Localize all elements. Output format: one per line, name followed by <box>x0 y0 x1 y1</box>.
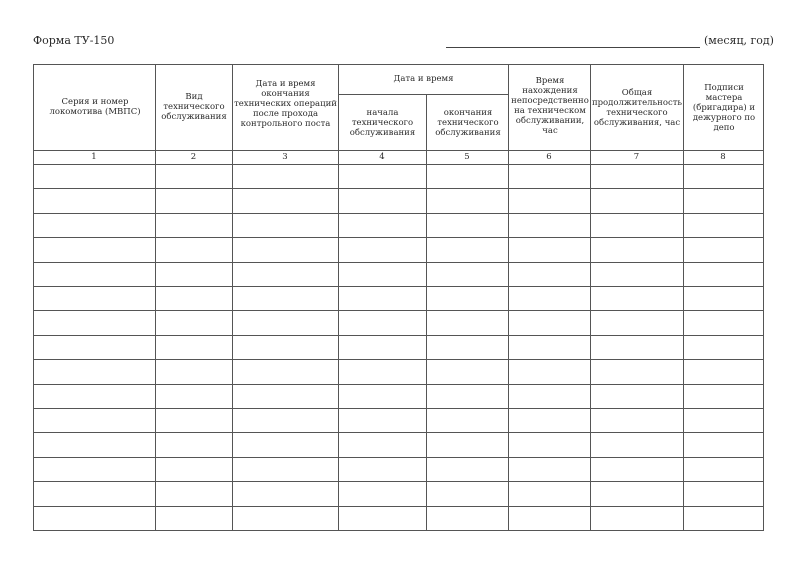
table-row[interactable] <box>33 408 764 432</box>
row-divider <box>33 408 764 409</box>
row-divider <box>33 530 764 531</box>
table-row[interactable] <box>33 432 764 456</box>
table-row[interactable] <box>33 164 764 188</box>
row-divider <box>33 188 764 189</box>
table-row[interactable] <box>33 457 764 481</box>
column-number: 3 <box>282 152 288 162</box>
logbook-table <box>33 64 764 531</box>
row-divider <box>33 359 764 360</box>
table-row[interactable] <box>33 310 764 334</box>
row-divider <box>33 384 764 385</box>
table-row[interactable] <box>33 286 764 310</box>
row-divider <box>33 237 764 238</box>
row-divider <box>33 432 764 433</box>
column-number: 4 <box>379 152 385 162</box>
period-label: (месяц, год) <box>704 34 774 47</box>
row-divider <box>33 457 764 458</box>
header-service-start: начала технического обслуживания <box>349 107 416 138</box>
table-row[interactable] <box>33 237 764 261</box>
row-divider <box>33 213 764 214</box>
table-row[interactable] <box>33 384 764 408</box>
table-row[interactable] <box>33 506 764 530</box>
column-number: 1 <box>91 152 97 162</box>
header-service-type: Вид технического обслуживания <box>161 92 227 122</box>
header-total-duration: Общая продолжительность технического обслуживания, час <box>591 88 683 128</box>
header-end-of-operations: Дата и время окончания технических операций после прохода контрольного поста <box>234 79 337 129</box>
header-series-number: Серия и номер локомотива (МВПС) <box>49 97 141 117</box>
row-divider <box>33 310 764 311</box>
table-row[interactable] <box>33 335 764 359</box>
column-number: 6 <box>546 152 552 162</box>
header-service-end: окончания технического обслуживания <box>435 107 501 138</box>
table-row[interactable] <box>33 262 764 286</box>
period-line[interactable] <box>446 47 700 48</box>
row-divider <box>33 335 764 336</box>
row-divider <box>33 286 764 287</box>
row-divider <box>33 262 764 263</box>
form-title: Форма ТУ-150 <box>33 34 115 47</box>
header-time-on-service: Время нахождения непосредственно на техническом обслуживании, час <box>511 76 589 136</box>
table-row[interactable] <box>33 359 764 383</box>
column-number: 5 <box>464 152 470 162</box>
table-row[interactable] <box>33 188 764 212</box>
header-signatures: Подписи мастера (бригадира) и дежурного по депо <box>692 83 756 133</box>
table-row[interactable] <box>33 530 764 554</box>
table-row[interactable] <box>33 213 764 237</box>
column-number: 8 <box>720 152 726 162</box>
header-date-time-group: Дата и время <box>393 74 454 84</box>
table-row[interactable] <box>33 481 764 505</box>
column-number: 2 <box>190 152 197 162</box>
row-divider <box>33 506 764 507</box>
column-number: 7 <box>633 152 640 162</box>
row-divider <box>33 481 764 482</box>
